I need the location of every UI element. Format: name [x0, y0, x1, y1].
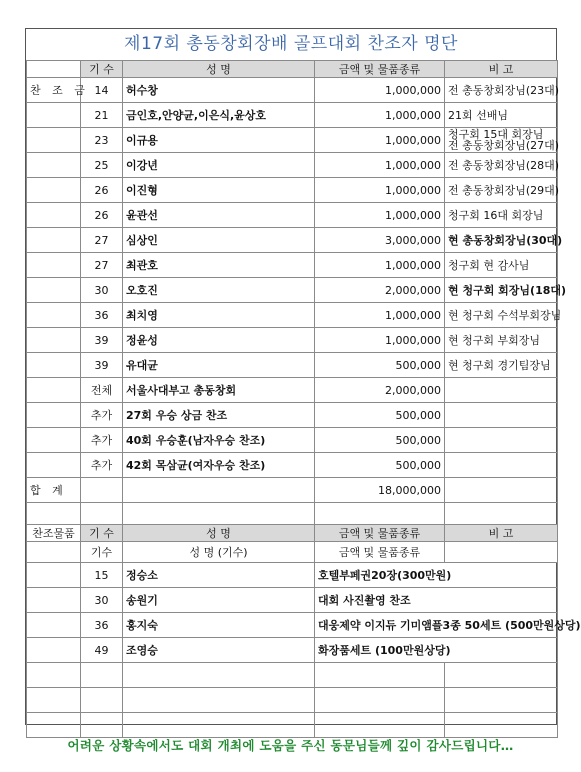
category-cell: [27, 378, 81, 403]
row-note-line: 현 청구회 수석부회장님: [448, 308, 562, 322]
row-name: 27회 우승 상금 찬조: [123, 403, 315, 428]
row-name: 이강년: [123, 153, 315, 178]
row-amount: 1,000,000: [315, 128, 445, 153]
goods-header-gisu: 기 수: [81, 525, 123, 542]
category-cell: [27, 328, 81, 353]
row-note-line: 전 총동창회장님(27대): [448, 139, 560, 152]
row-name: 이규용: [123, 128, 315, 153]
goods-header-amount: 금액 및 물품종류: [315, 525, 445, 542]
sponsor-sheet: [25, 28, 581, 725]
empty-cell: [445, 663, 558, 688]
row-gisu: 추가: [81, 453, 123, 478]
table-row: [27, 353, 558, 378]
goods-name: 송원기: [123, 588, 315, 613]
total-name-empty: [123, 478, 315, 503]
row-name: 42회 목삼균(여자우승 찬조): [123, 453, 315, 478]
table-row: [27, 78, 558, 103]
row-amount: 1,000,000: [315, 103, 445, 128]
goods-name: 홍지숙: [123, 613, 315, 638]
goods-item: 호텔부페권20장(300만원): [315, 563, 558, 588]
empty-cell: [81, 713, 123, 738]
header-name: 성 명: [123, 61, 315, 78]
category-cell: [27, 303, 81, 328]
table-row: [27, 178, 558, 203]
row-note-line: 전 총동창회장님(29대): [448, 183, 560, 197]
category-cell: [27, 453, 81, 478]
row-gisu: 23: [81, 128, 123, 153]
goods-header-name: 성 명: [123, 525, 315, 542]
category-cell: [27, 353, 81, 378]
row-gisu: 14: [81, 78, 123, 103]
row-note: [445, 78, 558, 103]
category-cell: [27, 228, 81, 253]
row-note: [445, 203, 558, 228]
row-note: [445, 253, 558, 278]
table-row: [27, 428, 558, 453]
empty-row: [27, 688, 558, 713]
category-cell: [27, 178, 81, 203]
row-note-line: 청구회 15대 회장님: [448, 128, 544, 141]
empty-cell: [123, 663, 315, 688]
category-cell: [27, 588, 81, 613]
row-name: 금인호,안양균,이은식,윤상호: [123, 103, 315, 128]
row-note: [445, 278, 567, 303]
category-cell: [27, 403, 81, 428]
category-cell: [27, 428, 81, 453]
row-amount: 2,000,000: [315, 278, 445, 303]
goods-header-note: 비 고: [445, 525, 558, 542]
category-cell: [27, 128, 81, 153]
row-note: [445, 453, 558, 478]
row-note: [445, 128, 558, 153]
row-gisu: 전체: [81, 378, 123, 403]
empty-row: [27, 713, 558, 738]
row-note-line: 21회 선배님: [448, 108, 508, 122]
row-note-line: 현 청구회 경기팀장님: [448, 358, 551, 372]
row-note-line: 전 총동창회장님(23대): [448, 83, 560, 97]
goods-subheader-row: [27, 542, 558, 563]
empty-cell: [123, 503, 315, 526]
goods-item: 대웅제약 이지듀 기미앰플3종 50세트 (500만원상당): [315, 613, 558, 638]
empty-cell: [27, 713, 81, 738]
goods-header-row: [27, 525, 558, 542]
goods-item: 화장품세트 (100만원상당): [315, 638, 558, 663]
table-row: [27, 153, 558, 178]
category-cell: [27, 203, 81, 228]
row-name: 유대균: [123, 353, 315, 378]
cash-category-label: 찬 조 금: [27, 78, 81, 103]
goods-row: [27, 588, 558, 613]
empty-cell: [315, 713, 445, 738]
row-gisu: 26: [81, 203, 123, 228]
row-gisu: 26: [81, 178, 123, 203]
table-row: [27, 303, 558, 328]
row-name: 최치영: [123, 303, 315, 328]
table-row: [27, 328, 558, 353]
row-amount: 1,000,000: [315, 203, 445, 228]
table-row: [27, 103, 558, 128]
empty-cell: [315, 688, 445, 713]
row-note: [445, 403, 558, 428]
row-name: 이진형: [123, 178, 315, 203]
row-name: 오호진: [123, 278, 315, 303]
table-row: [27, 203, 558, 228]
row-name: 윤관선: [123, 203, 315, 228]
total-label: 합 계: [27, 478, 81, 503]
row-note-line: 현 총동창회장님(30대): [448, 233, 563, 247]
total-gisu-empty: [81, 478, 123, 503]
table-row: [27, 278, 558, 303]
goods-row: [27, 613, 558, 638]
goods-gisu: 15: [81, 563, 123, 588]
total-row: [27, 478, 558, 503]
row-amount: 1,000,000: [315, 153, 445, 178]
row-note-line: 청구회 16대 회장님: [448, 208, 544, 222]
row-note-line: 현 청구회 회장님(18대): [448, 283, 567, 297]
total-note-empty: [445, 478, 558, 503]
table-row: [27, 228, 558, 253]
cash-sponsor-table: [26, 60, 567, 526]
sheet-title: 제17회 총동창회장배 골프대회 찬조자 명단: [124, 34, 458, 54]
row-gisu: 추가: [81, 428, 123, 453]
goods-row: [27, 563, 558, 588]
row-gisu: 27: [81, 228, 123, 253]
row-note: [445, 178, 558, 203]
row-note: [445, 228, 563, 253]
empty-cell: [445, 688, 558, 713]
goods-name: 정승소: [123, 563, 315, 588]
empty-cell: [27, 663, 81, 688]
goods-item: 대회 사진촬영 찬조: [315, 588, 558, 613]
goods-sub-amount: 금액 및 물품종류: [315, 542, 445, 563]
goods-gisu: 49: [81, 638, 123, 663]
row-amount: 1,000,000: [315, 303, 445, 328]
row-gisu: 36: [81, 303, 123, 328]
row-note: [445, 303, 562, 328]
table-row: [27, 253, 558, 278]
goods-sponsor-table: [26, 524, 581, 738]
row-gisu: 30: [81, 278, 123, 303]
row-gisu: 39: [81, 353, 123, 378]
row-name: 심상인: [123, 228, 315, 253]
category-cell: [27, 103, 81, 128]
row-amount: 1,000,000: [315, 178, 445, 203]
goods-category-label: 찬조물품: [27, 525, 81, 542]
row-name: 40회 우승훈(남자우승 찬조): [123, 428, 315, 453]
category-cell: [27, 638, 81, 663]
header-amount: 금액 및 물품종류: [315, 61, 445, 78]
row-name: 최관호: [123, 253, 315, 278]
empty-cell: [445, 503, 558, 526]
row-amount: 1,000,000: [315, 328, 445, 353]
empty-cell: [81, 503, 123, 526]
row-note: [445, 328, 558, 353]
goods-gisu: 30: [81, 588, 123, 613]
goods-row: [27, 638, 558, 663]
goods-sub-gisu: 기수: [81, 542, 123, 563]
row-amount: 3,000,000: [315, 228, 445, 253]
goods-name: 조영승: [123, 638, 315, 663]
empty-cell: [315, 663, 445, 688]
row-amount: 500,000: [315, 453, 445, 478]
category-cell: [27, 563, 81, 588]
row-name: 정윤성: [123, 328, 315, 353]
table-header-row: [27, 61, 558, 78]
category-cell: [27, 253, 81, 278]
row-gisu: 27: [81, 253, 123, 278]
row-gisu: 추가: [81, 403, 123, 428]
row-note-line: 전 총동창회장님(28대): [448, 158, 560, 172]
row-amount: 2,000,000: [315, 378, 445, 403]
row-gisu: 39: [81, 328, 123, 353]
row-note: [445, 378, 558, 403]
row-name: 허수창: [123, 78, 315, 103]
total-amount: 18,000,000: [315, 478, 445, 503]
empty-cell: [27, 688, 81, 713]
empty-cell: [27, 503, 81, 526]
empty-cell: [81, 688, 123, 713]
header-note: 비 고: [445, 61, 558, 78]
header-gisu: 기 수: [81, 61, 123, 78]
table-row: [27, 378, 558, 403]
row-amount: 1,000,000: [315, 78, 445, 103]
row-note-line: 현 청구회 부회장님: [448, 333, 541, 347]
row-note: [445, 428, 558, 453]
row-gisu: 21: [81, 103, 123, 128]
category-cell: [27, 153, 81, 178]
row-note: [445, 153, 558, 178]
row-gisu: 25: [81, 153, 123, 178]
empty-row: [27, 503, 558, 526]
category-cell: [27, 278, 81, 303]
row-name: 서울사대부고 총동창회: [123, 378, 315, 403]
thank-you-message: 어려운 상황속에서도 대회 개최에 도움을 주신 동문님들께 깊이 감사드립니다…: [67, 738, 514, 753]
row-amount: 500,000: [315, 353, 445, 378]
row-amount: 500,000: [315, 403, 445, 428]
empty-cell: [315, 503, 445, 526]
row-note-line: 청구회 현 감사님: [448, 258, 530, 272]
goods-gisu: 36: [81, 613, 123, 638]
goods-sub-name: 성 명 (기수): [123, 542, 315, 563]
table-row: [27, 453, 558, 478]
empty-cell: [81, 663, 123, 688]
empty-cell: [123, 688, 315, 713]
table-row: [27, 128, 558, 153]
empty-cell: [123, 713, 315, 738]
empty-cell: [445, 713, 558, 738]
row-note: [445, 353, 558, 378]
category-cell: [27, 613, 81, 638]
row-amount: 500,000: [315, 428, 445, 453]
row-note: [445, 103, 558, 128]
table-row: [27, 403, 558, 428]
row-amount: 1,000,000: [315, 253, 445, 278]
empty-row: [27, 663, 558, 688]
